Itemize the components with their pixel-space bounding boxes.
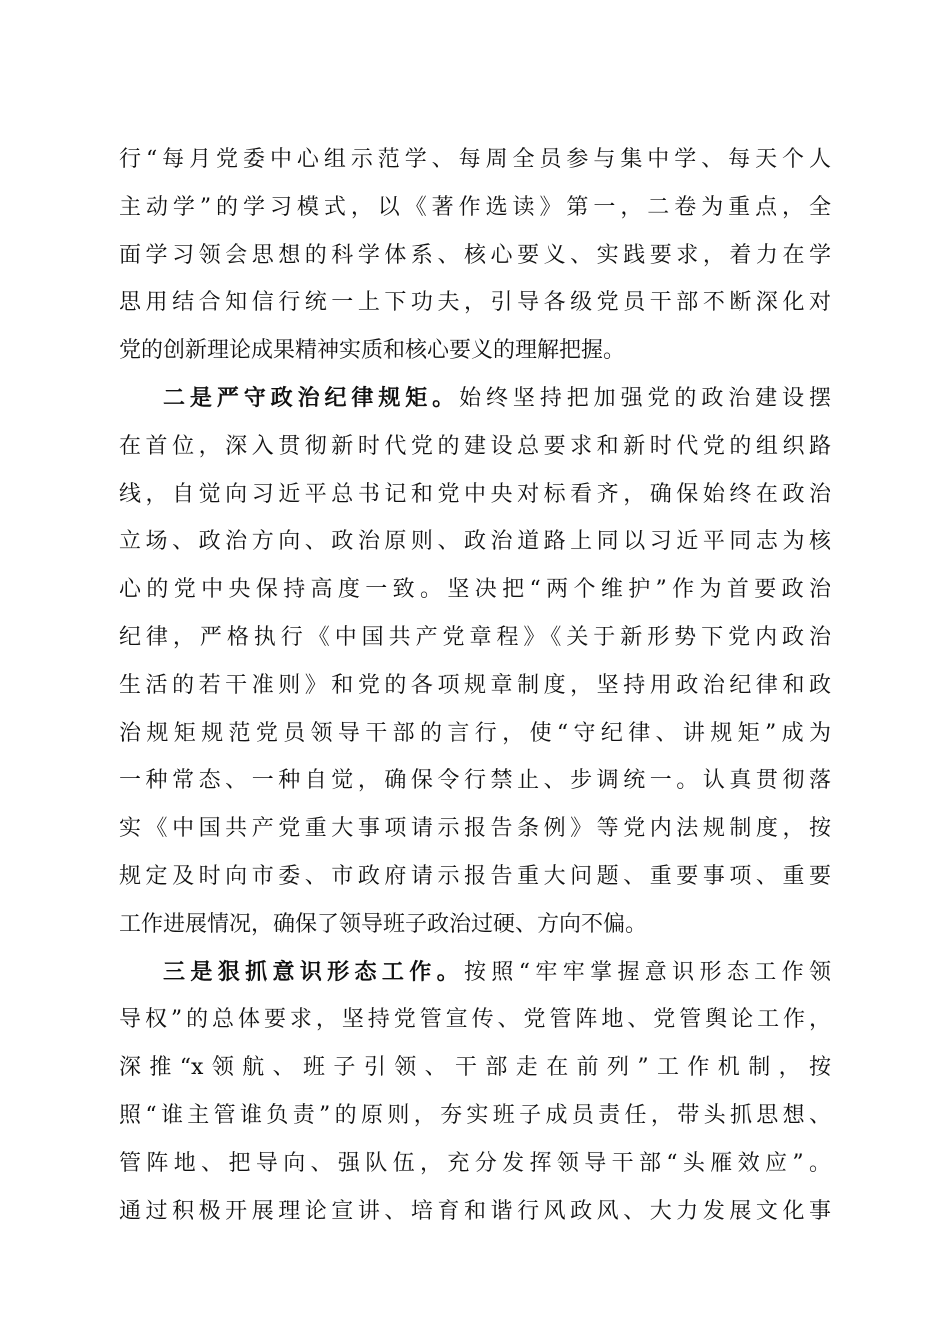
text-line: 在首位，深入贯彻新时代党的建设总要求和新时代党的组织路	[119, 433, 831, 459]
paragraph-lead-heading: 三是狠抓意识形态工作。	[163, 958, 465, 985]
text-line: 治规矩规范党员领导干部的言行，使“守纪律、讲规矩”成为	[119, 720, 831, 746]
document-page	[119, 136, 831, 1235]
paragraph-lead-heading: 二是严守政治纪律规矩。	[163, 384, 460, 411]
text-line: 导权”的总体要求，坚持党管宣传、党管阵地、党管舆论工作，	[119, 1007, 831, 1033]
text-line: 实《中国共产党重大事项请示报告条例》等党内法规制度，按	[119, 816, 831, 842]
text-line: 党的创新理论成果精神实质和核心要义的理解把握。	[119, 338, 626, 364]
text-line: 行“每月党委中心组示范学、每周全员参与集中学、每天个人	[119, 147, 831, 172]
text-line: 通过积极开展理论宣讲、培育和谐行风政风、大力发展文化事	[119, 1198, 831, 1224]
text-line: 心的党中央保持高度一致。坚决把“两个维护”作为首要政治	[119, 577, 831, 603]
text-line: 面学习领会思想的科学体系、核心要义、实践要求，着力在学	[119, 242, 831, 268]
text-line: 照“谁主管谁负责”的原则，夯实班子成员责任，带头抓思想、	[119, 1102, 831, 1128]
text-line: 管阵地、把导向、强队伍，充分发挥领导干部“头雁效应”。	[119, 1150, 831, 1176]
text-line: 工作进展情况，确保了领导班子政治过硬、方向不偏。	[119, 911, 648, 937]
text-line: 主动学”的学习模式，以《著作选读》第一，二卷为重点，全	[119, 194, 831, 220]
paragraph-ideology-work	[119, 949, 831, 1236]
text-line: 深推“x领航、班子引领、干部走在前列”工作机制，按	[119, 1055, 831, 1081]
text-line: 规定及时向市委、市政府请示报告重大问题、重要事项、重要	[119, 863, 831, 889]
text-line: 立场、政治方向、政治原则、政治道路上同以习近平同志为核	[119, 529, 831, 555]
text-line	[119, 949, 831, 997]
text-fragment: 按照“牢牢掌握意识形态工作领	[464, 959, 831, 985]
text-line: 纪律，严格执行《中国共产党章程》《关于新形势下党内政治	[119, 624, 831, 650]
text-line: 线，自觉向习近平总书记和党中央对标看齐，确保始终在政治	[119, 481, 831, 507]
text-line	[119, 375, 831, 423]
paragraph-study-model	[119, 136, 831, 375]
text-fragment: 始终坚持把加强党的政治建设摆	[459, 385, 831, 411]
text-line: 一种常态、一种自觉，确保令行禁止、步调统一。认真贯彻落	[119, 768, 831, 794]
text-line: 思用结合知信行统一上下功夫，引导各级党员干部不断深化对	[119, 290, 831, 316]
paragraph-political-discipline	[119, 375, 831, 949]
text-line: 生活的若干准则》和党的各项规章制度，坚持用政治纪律和政	[119, 672, 831, 698]
